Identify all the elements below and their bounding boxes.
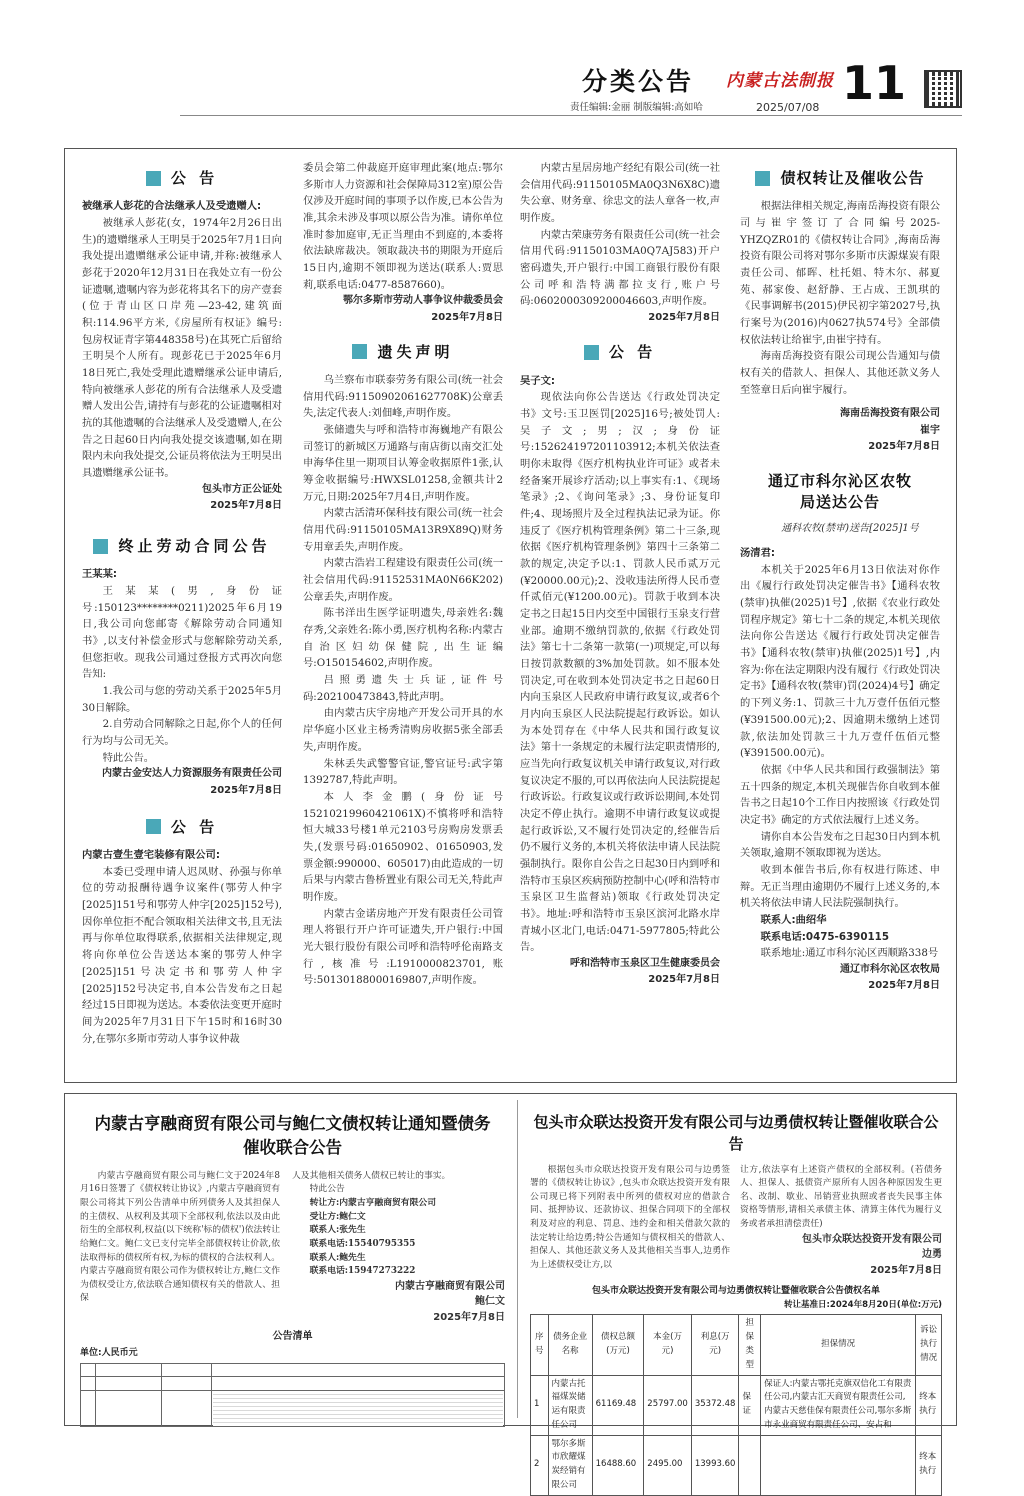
table-row [531, 1435, 942, 1495]
notice-body: 现依法向你公告送达《行政处罚决定书》文号:玉卫医罚[2025]16号;被处罚人:吴子文;男;汉;身份证号:152624197201103912;本机关依法查明你未取得《医疗机构执业许可证》或者未经备案开展诊疗活动;以上事实有:1、《现场笔录》;2、《询问笔录》;3、身份证复印件;4、现场照片及全过程执法记录为证。你违反了《医疗机构管理条例》第二十三条,现依据《医疗机构管理条例》第四十三条第二款的规定,决定予以:1、罚款人民币贰万元(¥20000.00元);2、没收违法所得人民币壹仟贰佰元(¥1200.00元)。罚款于收到本决定书之日起15日内交至中国银行玉泉支行营业部。逾期不缴纳罚款的,依据《行政处罚法》第七十二条第一款第(一)项规定,可以每日按罚款数额的3%加处罚款。如不服本处罚决定,可在收到本处罚决定书之日起60日内向玉泉区人民政府申请行政复议,或者6个月内向玉泉区人民法院提起行政诉讼。如认为本处罚存在《中华人民共和国行政复议法》第十一条规定的未履行法定职责情形的,应当先向行政复议机关申请行政复议,对行政复议决定不服的,可以再依法向人民法院提起行政诉讼。行政复议或行政诉讼期间,本处罚决定不停止执行。逾期不申请行政复议或提起行政诉讼,又不履行处罚决定的,经催告后仍不履行义务的,本机关将依法申请人民法院强制执行。限你自公告之日起30日内到呼和浩特市玉泉区疾病预防控制中心(呼和浩特市玉泉区卫生监督站)领取《行政处罚决定书》。地址:呼和浩特市玉泉区滨河北路水岸青城小区北门,电话:0471-5977805;特此公告。 [520, 391, 720, 954]
notice-heading: 公 告 [82, 815, 282, 839]
column-4 [740, 160, 940, 994]
table-cell: 终本执行 [916, 1435, 942, 1495]
table-cell: 35372.48 [691, 1375, 739, 1435]
lost-declaration-item: 本人李金鹏(身份证号15210219960421061X)不慎将呼和浩特恒大城33号楼1单元2103号房购房发票丢失,(发票号码:01650902、01650903,发票金额:990000、605017)由此造成的一切后果与内蒙古鲁桥置业有限公司无关,特此声明作废。 [303, 790, 503, 903]
notice-body: 根据法律相关规定,海南岳海投资有限公司与崔宇签订了合同编号2025-YHZQZR01的《债权转让合同》,海南岳海投资有限公司将对鄂尔多斯市庆源煤炭有限责任公司、郁晖、杜托姐、特木尔、郝夏苑、郝家俊、赵舒静、王占成、王凯琪的《民事调解书(2015)伊民初字第2027号,执行案号为(2016)内0627执574号》全部债权依法转让给崔宇,由崔宇持有。 [740, 200, 940, 346]
signature-date: 2025年7月8日 [648, 312, 720, 324]
table-header-cell: 担保类型 [739, 1315, 761, 1375]
notice-body: 内蒙古亨融商贸有限公司与鲍仁文于2024年8月16日签署了《债权转让协议》,内蒙古亨融商贸有限公司将其下列公告清单中所列债务人及其担保人的主债权、从权利及其项下全部权利,依法以及由此衍生的全部权利,权益(以下统称'标的债权')依法转让给鲍仁文。鲍仁文已支付完毕全部债权转让价款,依法取得标的债权所有权,为标的债权的合法权利人。内蒙古亨融商贸有限公司作为债权转让方,鲍仁文作为债权受让方,依法联合通知债权有关的借款人、担保 [80, 1170, 280, 1304]
notice-body: 被继承人彭花(女，1974年2月26日出生)的遗赠继承人王明昊于2025年7月1日向我处提出遗赠继承公证申请,并称:被继承人彭花于2020年12月31日在我处立有一份公证遗嘱,遗嘱内容为彭花将其名下的房产壹套(位于青山区口岸苑—23-42,建筑面积:114.96平方米,《房屋所有权证》编号:包房权证青字第448358号)在其死亡后留给王明昊个人所有。现彭花已于2025年6月18日死亡,我处受理此遗赠继承公证申请后,特向被继承人彭花的所有合法继承人及受遗赠人发出公告,请持有与彭花的公证遗嘱相对抗的其他遗嘱的合法继承人及受遗赠人,在公告之日起60日内向我处提交该遗嘱,如在期限内未向我处提交,公证员将依法为王明昊出具遗赠继承公证书。 [82, 216, 282, 480]
signature-date: 2025年7月8日 [431, 311, 503, 323]
table-title: 包头市众联达投资开发有限公司与边勇债权转让暨催收联合公告债权名单 [591, 1286, 880, 1297]
signature-date: 2025年7月8日 [210, 784, 282, 796]
table-cell: 25797.00 [644, 1375, 692, 1435]
contact-address: 联系地址:通辽市科尔沁区西顺路338号 [760, 947, 939, 960]
lost-declaration-item: 由内蒙古庆宇房地产开发公司开具的水岸华庭小区业主杨秀清购房收据5张全部丢失,声明作废。 [303, 707, 503, 753]
contact-person: 联系人:曲绍华 [760, 913, 827, 926]
notice-body: 依据《中华人民共和国行政强制法》第五十四条的规定,本机关现催告你自收到本催告书之日起10个工作日内按照该《行政处罚决定书》确定的方式依法履行上述义务。 [740, 763, 940, 826]
notice-body: 本委已受理申请人迟凤财、孙强与你单位的劳动报酬待遇争议案件(鄂劳人仲字[2025]151号和鄂劳人仲字[2025]152号),因你单位拒不配合领取相关法律文书,且无法再与你单位取得联系,依据相关法律规定,现将向你单位公告送达本案的鄂劳人仲字[2025]151号决定书和鄂劳人仲字[2025]152号决定书,自本公告发布之日起经过15日即视为送达。本委依法变更开庭时间为2025年7月31日下午15时和16时30分,在鄂尔多斯市劳动人事争议仲裁 [82, 865, 282, 1045]
lost-declaration-item: 朱林丢失武警警官证,警官证号:武字第1392787,特此声明。 [303, 757, 503, 787]
notice-heading: 公 告 [520, 340, 720, 364]
lost-declaration-item: 陈书洋出生医学证明遗失,母亲姓名:魏存秀,父亲姓名:陈小勇,医疗机构名称:内蒙古自治区妇幼保健院,出生证编号:O150154602,声明作废。 [303, 607, 503, 670]
square-icon [93, 539, 108, 554]
table-cell: 2 [531, 1435, 549, 1495]
table-cell: 2495.00 [644, 1435, 692, 1495]
signature: 包头市方正公证处 [202, 483, 282, 495]
unit-label: 单位:人民币元 [80, 1347, 138, 1358]
notice-body: 委员会第二仲裁庭开庭审理此案(地点:鄂尔多斯市人力资源和社会保障局312室)原公告仅涉及开庭时间的事项予以作废,已本公告为准,其余未涉及事项以原公告为准。请你单位准时参加庭审,无正当理由不到庭的,本委将依法缺席裁决。领取裁决书的期限为开庭后15日内,逾期不领即视为送达(联系人:贾思莉,联系电话:0477-8587660)。 [303, 162, 503, 291]
table-note: 转让基准日:2024年8月20日(单位:万元) [784, 1299, 942, 1310]
column-1 [82, 160, 282, 1047]
notice-title: 内蒙古亨融商贸有限公司与鲍仁文债权转让通知暨债务催收联合公告 [94, 1114, 491, 1157]
signature: 呼和浩特市玉泉区卫生健康委员会 [570, 958, 720, 970]
table-cell [761, 1435, 916, 1495]
bottom-right-notice [530, 1112, 942, 1496]
table-header-cell: 担保情况 [761, 1315, 916, 1375]
notice-body: 内蒙古星居房地产经纪有限公司(统一社会信用代码:91150105MA0Q3N6X8C)遗失公章、财务章、徐忠文的法人章各一枚,声明作废。 [520, 162, 720, 225]
notice-heading: 债权转让及催收公告 [740, 166, 940, 190]
notice-heading: 公 告 [82, 166, 282, 190]
signature: 海南岳海投资有限公司 [840, 408, 940, 420]
section-title: 分类公告 [582, 67, 695, 96]
notice-body: 海南岳海投资有限公司现公告通知与债权有关的借款人、担保人、其他还款义务人至签章日后向崔宇履行。 [740, 350, 940, 396]
lost-declaration-item: 张储遗失与呼和浩特市海巍地产有限公司签订的新城区万通路与南店街以南交汇处申海华住里一期项目认筹金收据原件1张,认筹金收据编号:HWXSL01258,金额共计2万元,日期:2025年7月4日,声明作废。 [303, 424, 503, 503]
table-cell: 61169.48 [592, 1375, 644, 1435]
document-number: 通科农牧(禁审)送告[2025]1号 [781, 522, 919, 534]
notice-heading: 遗失声明 [303, 340, 503, 364]
addressee: 吴子文: [520, 374, 556, 387]
table-header-cell: 债权总额(万元) [592, 1315, 644, 1375]
lost-declaration-item: 乌兰察布市联泰劳务有限公司(统一社会信用代码:91150902061627708K)公章丢失,法定代表人:刘佃峰,声明作废。 [303, 374, 503, 420]
masthead-rule [180, 115, 962, 116]
editors-line: 责任编辑:金丽 制版编辑:高如哈 [570, 102, 703, 113]
signature-date: 2025年7月8日 [648, 974, 720, 986]
square-icon [146, 171, 161, 186]
notice-body: 内蒙古荣康劳务有限责任公司(统一社会信用代码:91150103MA0Q7AJ583)开户密码遗失,开户银行:中国工商银行股份有限公司呼和浩特满都拉支行,账户号码:0602000309200046603,声明作废。 [520, 228, 720, 308]
square-icon [146, 819, 161, 834]
notice-body: 王某某(男,身份证号:150123********0211)2025年6月19日,我公司向您邮寄《解除劳动合同通知书》,以支付补偿金形式与您解除劳动关系,但您拒收。现我公司通过登报方式再次向您告知: [82, 585, 282, 681]
addressee: 汤清君: [740, 547, 776, 560]
table-cell: 内蒙古托福煤炭储运有限责任公司 [548, 1375, 592, 1435]
table-cell: 16488.60 [592, 1435, 644, 1495]
square-icon [755, 171, 770, 186]
table-row [531, 1375, 942, 1435]
notice-body: 本机关于2025年6月13日依法对你作出《履行行政处罚决定催告书》【通科农牧(禁审)执催(2025)1号】,依据《农业行政处罚程序规定》第七十二条的规定,本机关现依法向你公告送达《履行行政处罚决定催告书》【通科农牧(禁审)执催(2025)1号】,内容为:你在法定期限内没有履行《行政处罚决定书》【通科农牧(禁审)罚(2024)4号】确定的下列义务:1、罚款三十九万壹仟伍佰元整(¥391500.00元);2、因逾期未缴纳上述罚款,依法加处罚款三十九万壹仟伍佰元整(¥391500.00元)。 [740, 563, 940, 760]
signature: 内蒙古金安达人力资源服务有限责任公司 [102, 768, 282, 780]
debt-list-table-image [80, 1363, 505, 1427]
table-header-cell: 债务企业名称 [548, 1315, 592, 1375]
lost-declaration-item: 内蒙古活清环保科技有限公司(统一社会信用代码:91150105MA13R9X89Q)财务专用章丢失,声明作废。 [303, 507, 503, 553]
signature: 通辽市科尔沁区农牧局 [840, 963, 940, 975]
creditor-table [530, 1314, 942, 1495]
square-icon [352, 344, 367, 359]
table-header-row [531, 1315, 942, 1375]
addressee: 被继承人彭花的合法继承人及受遗赠人: [82, 200, 262, 213]
table-cell: 1 [531, 1375, 549, 1435]
addressee: 王某某: [82, 568, 118, 581]
table-cell: 终本执行 [916, 1375, 942, 1435]
table-header-cell: 诉讼执行情况 [916, 1315, 942, 1375]
column-3 [520, 160, 720, 988]
notice-title: 包头市众联达投资开发有限公司与边勇债权转让暨催收联合公告 [533, 1113, 939, 1153]
table-cell [739, 1435, 761, 1495]
addressee: 内蒙古壹生壹宅装修有限公司: [82, 849, 220, 862]
notice-body-contacts: 人及其他相关债务人债权已转让的事实。 特此公告 转让方:内蒙古亨融商贸有限公司 受让方:鲍仁文 联系人:张先生 联系电话:15540795355 联系人:鲍先生 联系电话:15947273222 内蒙古亨融商贸有限公司 鲍仁文 2025年7月8日 [292, 1170, 505, 1323]
notice-body: 根据包头市众联达投资开发有限公司与边勇签署的《债权转让协议》,包头市众联达投资开发有限公司现已将下列附表中所列的债权对应的借款合同、抵押协议、还款协议、担保合同项下的全部权利及对应的利息、罚息、违约金和相关借款欠款的法定转让给边勇;特公告通知与债权相关的借款人、担保人、其他还款义务人及其他相关当事人,边勇作为上述债权受让方,以 [530, 1164, 730, 1270]
signature: 鄂尔多斯市劳动人事争议仲裁委员会 [343, 295, 503, 307]
column-2 [303, 160, 503, 989]
lost-declaration-item: 吕照勇遗失士兵证,证件号码:202100473843,特此声明。 [303, 674, 503, 703]
page-number: 11 [842, 56, 907, 110]
notice-body: 特此公告。 [102, 751, 155, 764]
signature-date: 2025年7月8日 [868, 440, 940, 452]
table-cell: 保证 [739, 1375, 761, 1435]
table-body [531, 1375, 942, 1495]
notice-heading: 终止劳动合同公告 [82, 534, 282, 558]
notice-body: 请你自本公告发布之日起30日内到本机关领取,逾期不领取即视为送达。 [740, 830, 940, 860]
notice-body: 1.我公司与您的劳动关系于2025年5月30日解除。 [82, 685, 282, 714]
signature: 崔宇 [920, 424, 940, 436]
notice-body: 让方,依法享有上述资产债权的全部权利。(若债务人、担保人、抵债资产原所有人因各种原因发生更名、改制、歇业、吊销营业执照或者丧失民事主体资格等情形,请相关承债主体、清算主体代为履行义务或者承担清偿责任) 包头市众联达投资开发有限公司 边勇 2025年7月8日 [740, 1164, 942, 1276]
table-cell: 保证人:内蒙古鄂托克旗双信化工有限责任公司,内蒙古汇天商贸有限责任公司,内蒙古天慈佳保有限责任公司,鄂尔多斯市永业商贸有限责任公司、安占和 [761, 1375, 916, 1435]
bottom-left-notice [80, 1112, 505, 1427]
notice-body: 2.自劳动合同解除之日起,你个人的任何行为均与公司无关。 [82, 718, 282, 748]
table-header-cell: 序号 [531, 1315, 549, 1375]
table-header-cell: 利息(万元) [691, 1315, 739, 1375]
lost-declaration-item: 内蒙古金诺房地产开发有限责任公司管理人将银行开户许可证遗失,开户银行:中国光大银行股份有限公司呼和浩特呼伦南路支行,核准号:L1910000823701,账号:50130188000169807,声明作废。 [303, 907, 503, 987]
notice-heading: 通辽市科尔沁区农牧局送达公告 [767, 471, 912, 511]
square-icon [584, 345, 599, 360]
list-title: 公告清单 [272, 1331, 313, 1343]
table-cell: 13993.60 [691, 1435, 739, 1495]
table-header-cell: 本金(万元) [644, 1315, 692, 1375]
contact-phone: 联系电话:0475-6390115 [760, 930, 889, 943]
signature-date: 2025年7月8日 [868, 980, 940, 992]
issue-date: 2025/07/08 [756, 101, 820, 114]
newspaper-logo: 内蒙古法制报 [726, 71, 834, 91]
signature-date: 2025年7月8日 [210, 499, 282, 511]
lost-declaration-list [303, 372, 503, 989]
lost-declaration-item: 内蒙古浩岩工程建设有限责任公司(统一社会信用代码:91152531MA0N66K202)公章丢失,声明作废。 [303, 557, 503, 603]
qr-code-icon [924, 70, 962, 108]
vertical-divider [517, 1100, 518, 1418]
table-cell: 鄂尔多斯市欣耀煤炭经销有限公司 [548, 1435, 592, 1495]
notice-body: 收到本催告书后,你有权进行陈述、申辩。无正当理由逾期仍不履行上述义务的,本机关将依法申请人民法院强制执行。 [740, 863, 940, 910]
